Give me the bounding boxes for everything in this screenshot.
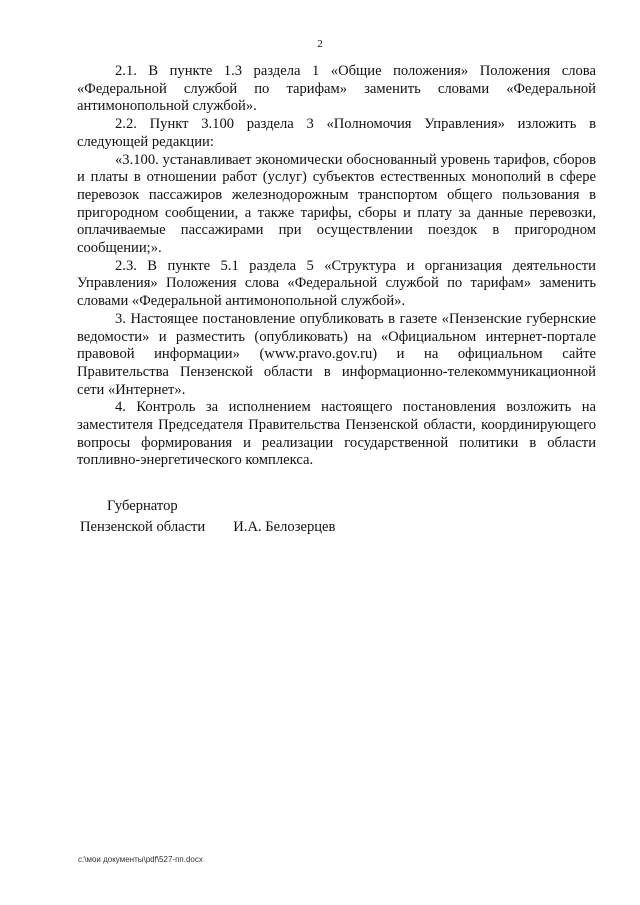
- paragraph-4: 4. Контроль за исполнением настоящего постановления возложить на заместителя Председателя Правительства Пензенской области, координирующего вопросы формирования и реализации государственной политики в области топливно-энергетического комплекса.: [77, 399, 596, 469]
- paragraph-quote-3-100: «3.100. устанавливает экономически обоснованный уровень тарифов, сборов и платы в отношении работ (услуг) субъектов естественных монополий в сфере перевозок пассажиров железнодорожным транспортом общего пользования в пригородном сообщении, а также тарифы, сборы и плату за данные перевозки, оплачиваемые пассажирами при осуществлении поездок в пригородном сообщении;».: [77, 151, 596, 257]
- file-path-footer: c:\мои документы\pdf\527-пп.docx: [78, 855, 203, 864]
- paragraph-2-1: 2.1. В пункте 1.3 раздела 1 «Общие положения» Положения слова «Федеральной службой по тарифам» заменить словами «Федеральной антимонопольной службой».: [77, 63, 596, 115]
- signatory-title: Губернатор: [107, 498, 178, 514]
- signatory-row: [80, 517, 335, 538]
- paragraph-3: 3. Настоящее постановление опубликовать в газете «Пензенские губернские ведомости» и разместить (опубликовать) на «Официальном интернет-портале правовой информации» (www.pravo.gov.ru) и на официальном сайте Правительства Пензенской области в информационно-телекоммуникационной сети «Интернет».: [77, 310, 596, 398]
- paragraph-2-2: 2.2. Пункт 3.100 раздела 3 «Полномочия Управления» изложить в следующей редакции:: [77, 116, 596, 150]
- signatory-region: Пензенской области: [80, 519, 206, 535]
- paragraph-2-3: 2.3. В пункте 5.1 раздела 5 «Структура и организация деятельности Управления» Положения слова «Федеральной службой по тарифам» заменить словами «Федеральной антимонопольной службой».: [77, 257, 596, 310]
- signature-block: [80, 496, 335, 538]
- document-body: [77, 63, 596, 470]
- page-number: 2: [317, 38, 323, 50]
- signatory-name: И.А. Белозерцев: [233, 519, 336, 535]
